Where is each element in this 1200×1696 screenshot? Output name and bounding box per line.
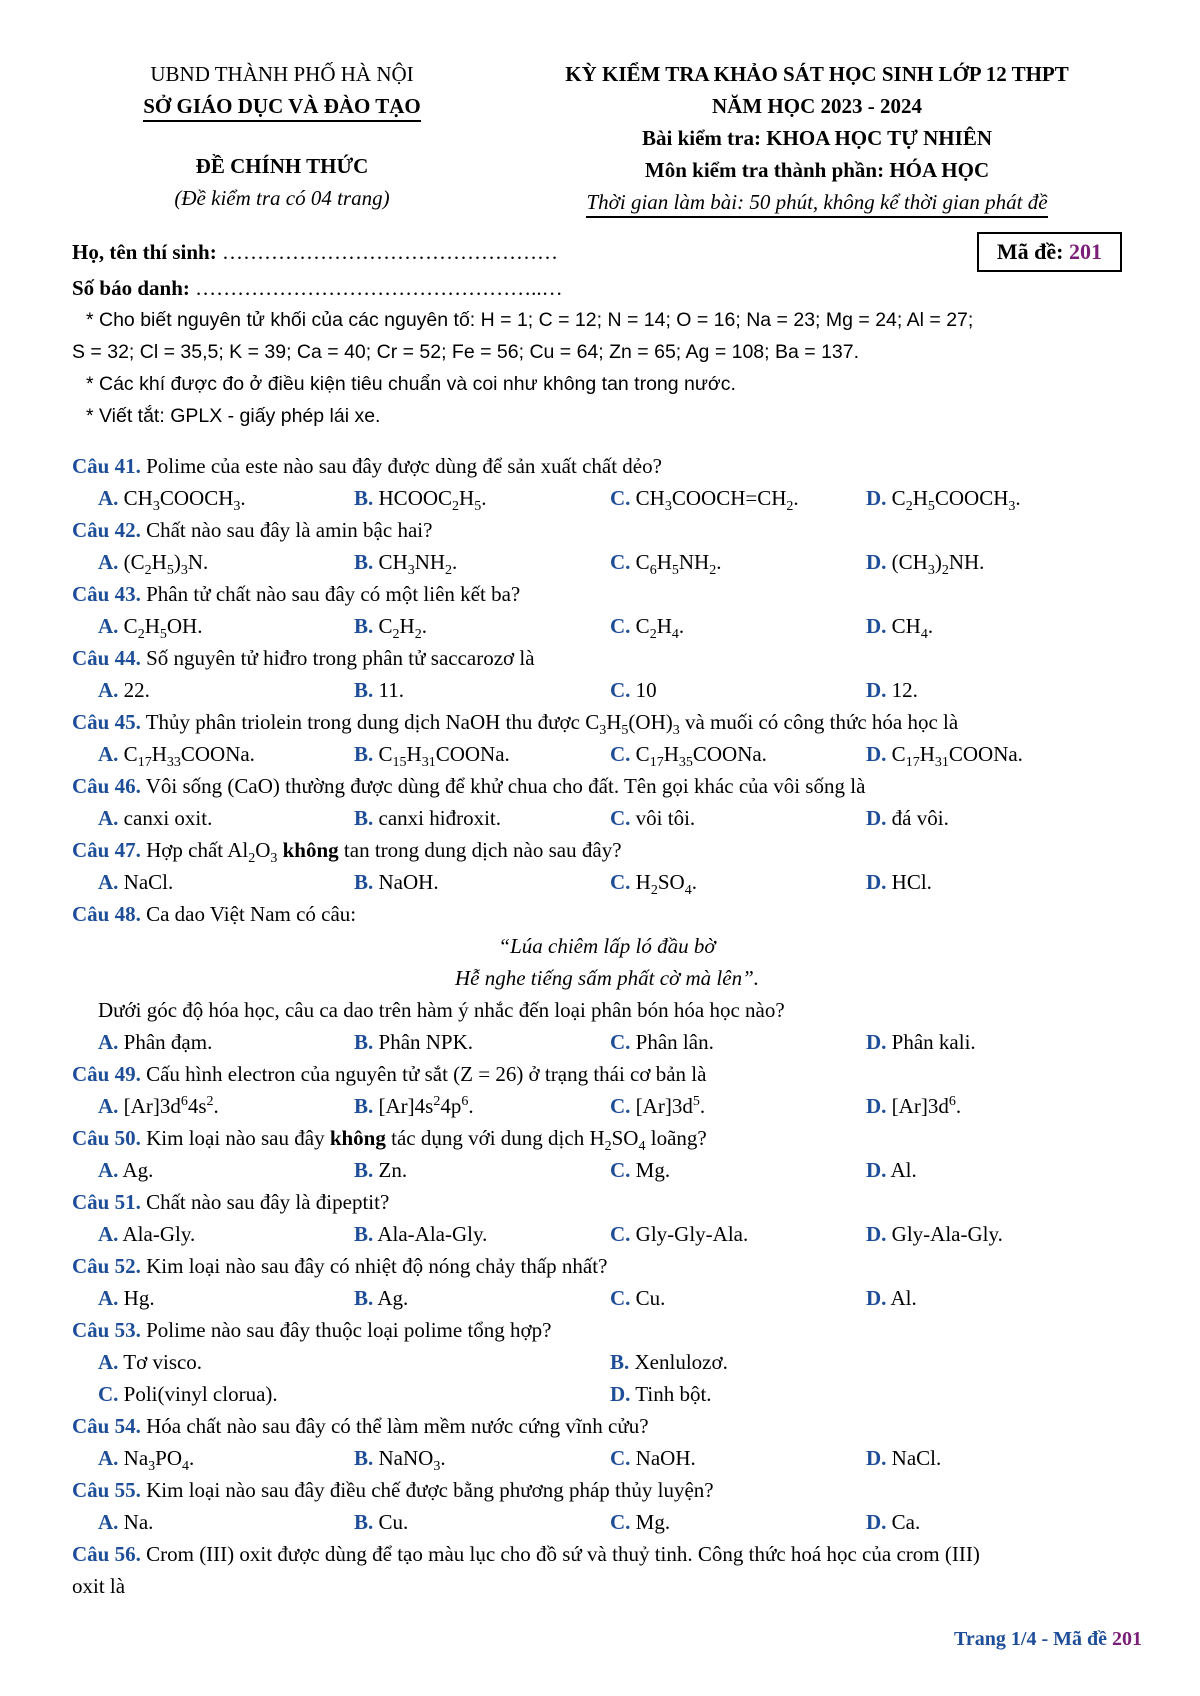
- question-51: Câu 51. Chất nào sau đây là đipeptit?: [72, 1190, 390, 1214]
- question-52: Câu 52. Kim loại nào sau đây có nhiệt độ nóng chảy thấp nhất?: [72, 1254, 608, 1278]
- option-42-d[interactable]: D. $(CH_3)_2NH$.: [866, 550, 985, 579]
- question-42: Câu 42. Chất nào sau đây là amin bậc hai?: [72, 518, 433, 542]
- page-footer: Trang 1/4 - Mã đề 201: [954, 1628, 1142, 1650]
- option-47-c[interactable]: C. $H_2SO_4$.: [610, 870, 697, 899]
- option-48-b[interactable]: B. Phân NPK.: [354, 1030, 474, 1054]
- options-54: [72, 1442, 1142, 1474]
- option-55-b[interactable]: B. Cu.: [354, 1510, 409, 1534]
- options-55: [72, 1506, 1142, 1538]
- exam-test: Bài kiểm tra: KHOA HỌC TỰ NHIÊN: [641, 126, 992, 150]
- options-49: [72, 1090, 1142, 1122]
- options-52: [72, 1282, 1142, 1314]
- options-53-row2: [72, 1378, 1142, 1410]
- option-52-d[interactable]: D. Al.: [866, 1286, 917, 1310]
- note-abbreviation: * Viết tắt: GPLX - giấy phép lái xe.: [86, 405, 381, 427]
- poem-line-2: Hễ nghe tiếng sấm phất cờ mà lên”.: [455, 966, 759, 990]
- school-year: NĂM HỌC 2023 - 2024: [712, 94, 922, 118]
- options-41: [72, 482, 1142, 514]
- header-right: [492, 58, 1142, 218]
- option-43-d[interactable]: D. $CH_4$.: [866, 614, 934, 643]
- option-48-d[interactable]: D. Phân kali.: [866, 1030, 976, 1054]
- note-atomic-mass: * Cho biết nguyên tử khối của các nguyên tố: H = 1; C = 12; N = 14; O = 16; Na = 23; Mg = 24; Al = 27;: [86, 309, 974, 331]
- question-49: Câu 49. Cấu hình electron của nguyên tử sắt (Z = 26) ở trạng thái cơ bản là: [72, 1062, 707, 1086]
- option-50-c[interactable]: C. Mg.: [610, 1158, 671, 1182]
- options-44: [72, 674, 1142, 706]
- option-55-a[interactable]: A. Na.: [98, 1510, 154, 1534]
- option-42-a[interactable]: A. $(C_2H_5)_3N$.: [98, 550, 209, 579]
- option-42-c[interactable]: C. $C_6H_5NH_2$.: [610, 550, 722, 579]
- header-left: [72, 58, 492, 218]
- note-gas-conditions: * Các khí được đo ở điều kiện tiêu chuẩn và coi như không tan trong nước.: [86, 373, 736, 395]
- candidate-id-row: [72, 272, 1142, 304]
- option-49-a[interactable]: A. $[Ar]3d^64s^2$.: [98, 1094, 219, 1118]
- option-54-a[interactable]: A. $Na_3PO_4$.: [98, 1446, 195, 1475]
- option-46-a[interactable]: A. canxi oxit.: [98, 806, 213, 830]
- question-44: Câu 44. Số nguyên tử hiđro trong phân tử saccarozơ là: [72, 646, 535, 670]
- exam-subject: Môn kiểm tra thành phần: HÓA HỌC: [644, 158, 990, 182]
- option-45-b[interactable]: B. $C_{15}H_{31}COONa$.: [354, 742, 510, 771]
- candidate-id-label: Số báo danh:: [72, 276, 190, 300]
- option-44-d[interactable]: D. 12.: [866, 678, 918, 702]
- question-47: Câu 47. Hợp chất $Al_2O_3$ không tan trong dung dịch nào sau đây?: [72, 838, 622, 867]
- option-44-c[interactable]: C. 10: [610, 678, 657, 702]
- option-51-d[interactable]: D. Gly-Ala-Gly.: [866, 1222, 1003, 1246]
- option-52-b[interactable]: B. Ag.: [354, 1286, 409, 1310]
- question-55: Câu 55. Kim loại nào sau đây điều chế được bằng phương pháp thủy luyện?: [72, 1478, 714, 1502]
- question-43: Câu 43. Phân tử chất nào sau đây có một liên kết ba?: [72, 582, 521, 606]
- options-47: [72, 866, 1142, 898]
- options-51: [72, 1218, 1142, 1250]
- option-43-a[interactable]: A. $C_2H_5OH$.: [98, 614, 203, 643]
- question-53: Câu 53. Polime nào sau đây thuộc loại polime tổng hợp?: [72, 1318, 552, 1342]
- question-41: Câu 41. Polime của este nào sau đây được dùng để sản xuất chất dẻo?: [72, 454, 662, 478]
- option-43-b[interactable]: B. $C_2H_2$.: [354, 614, 427, 643]
- option-52-a[interactable]: A. Hg.: [98, 1286, 155, 1310]
- option-49-b[interactable]: B. $[Ar]4s^24p^6$.: [354, 1094, 474, 1118]
- options-45: [72, 738, 1142, 770]
- candidate-id-field[interactable]: …………………………………………..…: [195, 276, 563, 300]
- authority-name: UBND THÀNH PHỐ HÀ NỘI: [150, 62, 414, 86]
- option-44-a[interactable]: A. 22.: [98, 678, 150, 702]
- option-50-a[interactable]: A. Ag.: [98, 1158, 154, 1182]
- option-54-d[interactable]: D. NaCl.: [866, 1446, 942, 1470]
- option-45-c[interactable]: C. $C_{17}H_{35}COONa$.: [610, 742, 767, 771]
- question-56-cont: oxit là: [72, 1574, 126, 1598]
- page-count-note: (Đề kiểm tra có 04 trang): [174, 186, 390, 210]
- option-49-d[interactable]: D. $[Ar]3d^6$.: [866, 1094, 962, 1118]
- department-name: SỞ GIÁO DỤC VÀ ĐÀO TẠO: [72, 90, 492, 122]
- option-50-d[interactable]: D. Al.: [866, 1158, 917, 1182]
- question-48: Câu 48. Ca dao Việt Nam có câu:: [72, 902, 357, 926]
- exam-duration: Thời gian làm bài: 50 phút, không kể thời gian phát đề: [492, 186, 1142, 218]
- option-41-d[interactable]: D. $C_2H_5COOCH_3$.: [866, 486, 1021, 515]
- option-41-b[interactable]: B. $HCOOC_2H_5$.: [354, 486, 487, 515]
- option-47-a[interactable]: A. NaCl.: [98, 870, 174, 894]
- options-48: [72, 1026, 1142, 1058]
- option-53-c[interactable]: C. Poli(vinyl clorua).: [98, 1382, 278, 1406]
- note-atomic-mass-cont: S = 32; Cl = 35,5; K = 39; Ca = 40; Cr = 52; Fe = 56; Cu = 64; Zn = 65; Ag = 108; Ba = 137.: [72, 341, 860, 363]
- poem-line-1: “Lúa chiêm lấp ló đầu bờ: [498, 934, 716, 958]
- option-46-c[interactable]: C. vôi tôi.: [610, 806, 696, 830]
- option-41-c[interactable]: C. $CH_3COOCH=CH_2$.: [610, 486, 799, 515]
- option-50-b[interactable]: B. Zn.: [354, 1158, 408, 1182]
- options-50: [72, 1154, 1142, 1186]
- option-51-a[interactable]: A. Ala-Gly.: [98, 1222, 196, 1246]
- option-48-a[interactable]: A. Phân đạm.: [98, 1030, 213, 1054]
- question-56: Câu 56. Crom (III) oxit được dùng để tạo màu lục cho đồ sứ và thuỷ tinh. Công thức hoá học của crom (III): [72, 1542, 980, 1566]
- question-46: Câu 46. Vôi sống (CaO) thường được dùng để khử chua cho đất. Tên gọi khác của vôi sống là: [72, 774, 866, 798]
- question-50: Câu 50. Kim loại nào sau đây không tác dụng với dung dịch $H_2SO_4$ loãng?: [72, 1126, 707, 1155]
- question-45: Câu 45. Thủy phân triolein trong dung dịch NaOH thu được $C_3H_5(OH)_3$ và muối có công thức hóa học là: [72, 710, 959, 739]
- exam-code-value: 201: [1069, 239, 1102, 264]
- option-51-b[interactable]: B. Ala-Ala-Gly.: [354, 1222, 488, 1246]
- option-55-d[interactable]: D. Ca.: [866, 1510, 921, 1534]
- options-46: [72, 802, 1142, 834]
- option-45-d[interactable]: D. $C_{17}H_{31}COONa$.: [866, 742, 1023, 771]
- option-48-c[interactable]: C. Phân lân.: [610, 1030, 714, 1054]
- option-41-a[interactable]: A. $CH_3COOCH_3$.: [98, 486, 246, 515]
- option-52-c[interactable]: C. Cu.: [610, 1286, 666, 1310]
- option-43-c[interactable]: C. $C_2H_4$.: [610, 614, 685, 643]
- candidate-name-row: [72, 232, 1142, 272]
- option-53-a[interactable]: A. Tơ visco.: [98, 1350, 203, 1374]
- question-54: Câu 54. Hóa chất nào sau đây có thể làm mềm nước cứng vĩnh cửu?: [72, 1414, 649, 1438]
- exam-code-box: Mã đề: 201: [977, 232, 1122, 272]
- option-45-a[interactable]: A. $C_{17}H_{33}COONa$.: [98, 742, 255, 771]
- options-53-row1: [72, 1346, 1142, 1378]
- option-54-b[interactable]: B. NaNO$_3$.: [354, 1446, 446, 1475]
- option-47-d[interactable]: D. HCl.: [866, 870, 932, 894]
- option-49-c[interactable]: C. $[Ar]3d^5$.: [610, 1094, 706, 1118]
- option-54-c[interactable]: C. NaOH.: [610, 1446, 696, 1470]
- exam-page: [72, 58, 1142, 1602]
- footer-exam-code: 201: [1112, 1628, 1142, 1650]
- option-47-b[interactable]: B. NaOH.: [354, 870, 439, 894]
- question-48-follow: Dưới góc độ hóa học, câu ca dao trên hàm ý nhắc đến loại phân bón hóa học nào?: [98, 998, 785, 1022]
- option-46-b[interactable]: B. canxi hiđroxit.: [354, 806, 501, 830]
- exam-header: [72, 58, 1142, 218]
- option-46-d[interactable]: D. đá vôi.: [866, 806, 949, 830]
- option-51-c[interactable]: C. Gly-Gly-Ala.: [610, 1222, 749, 1246]
- option-55-c[interactable]: C. Mg.: [610, 1510, 671, 1534]
- candidate-name-field[interactable]: …………………………………………: [221, 240, 558, 264]
- options-42: [72, 546, 1142, 578]
- options-43: [72, 610, 1142, 642]
- option-53-d[interactable]: D. Tinh bột.: [610, 1382, 712, 1406]
- official-label: ĐỀ CHÍNH THỨC: [195, 154, 369, 178]
- option-44-b[interactable]: B. 11.: [354, 678, 404, 702]
- option-53-b[interactable]: B. Xenlulozơ.: [610, 1350, 728, 1374]
- candidate-name-label: Họ, tên thí sinh:: [72, 240, 217, 264]
- exam-title: KỲ KIỂM TRA KHẢO SÁT HỌC SINH LỚP 12 THPT: [565, 62, 1069, 86]
- option-42-b[interactable]: B. $CH_3NH_2$.: [354, 550, 458, 579]
